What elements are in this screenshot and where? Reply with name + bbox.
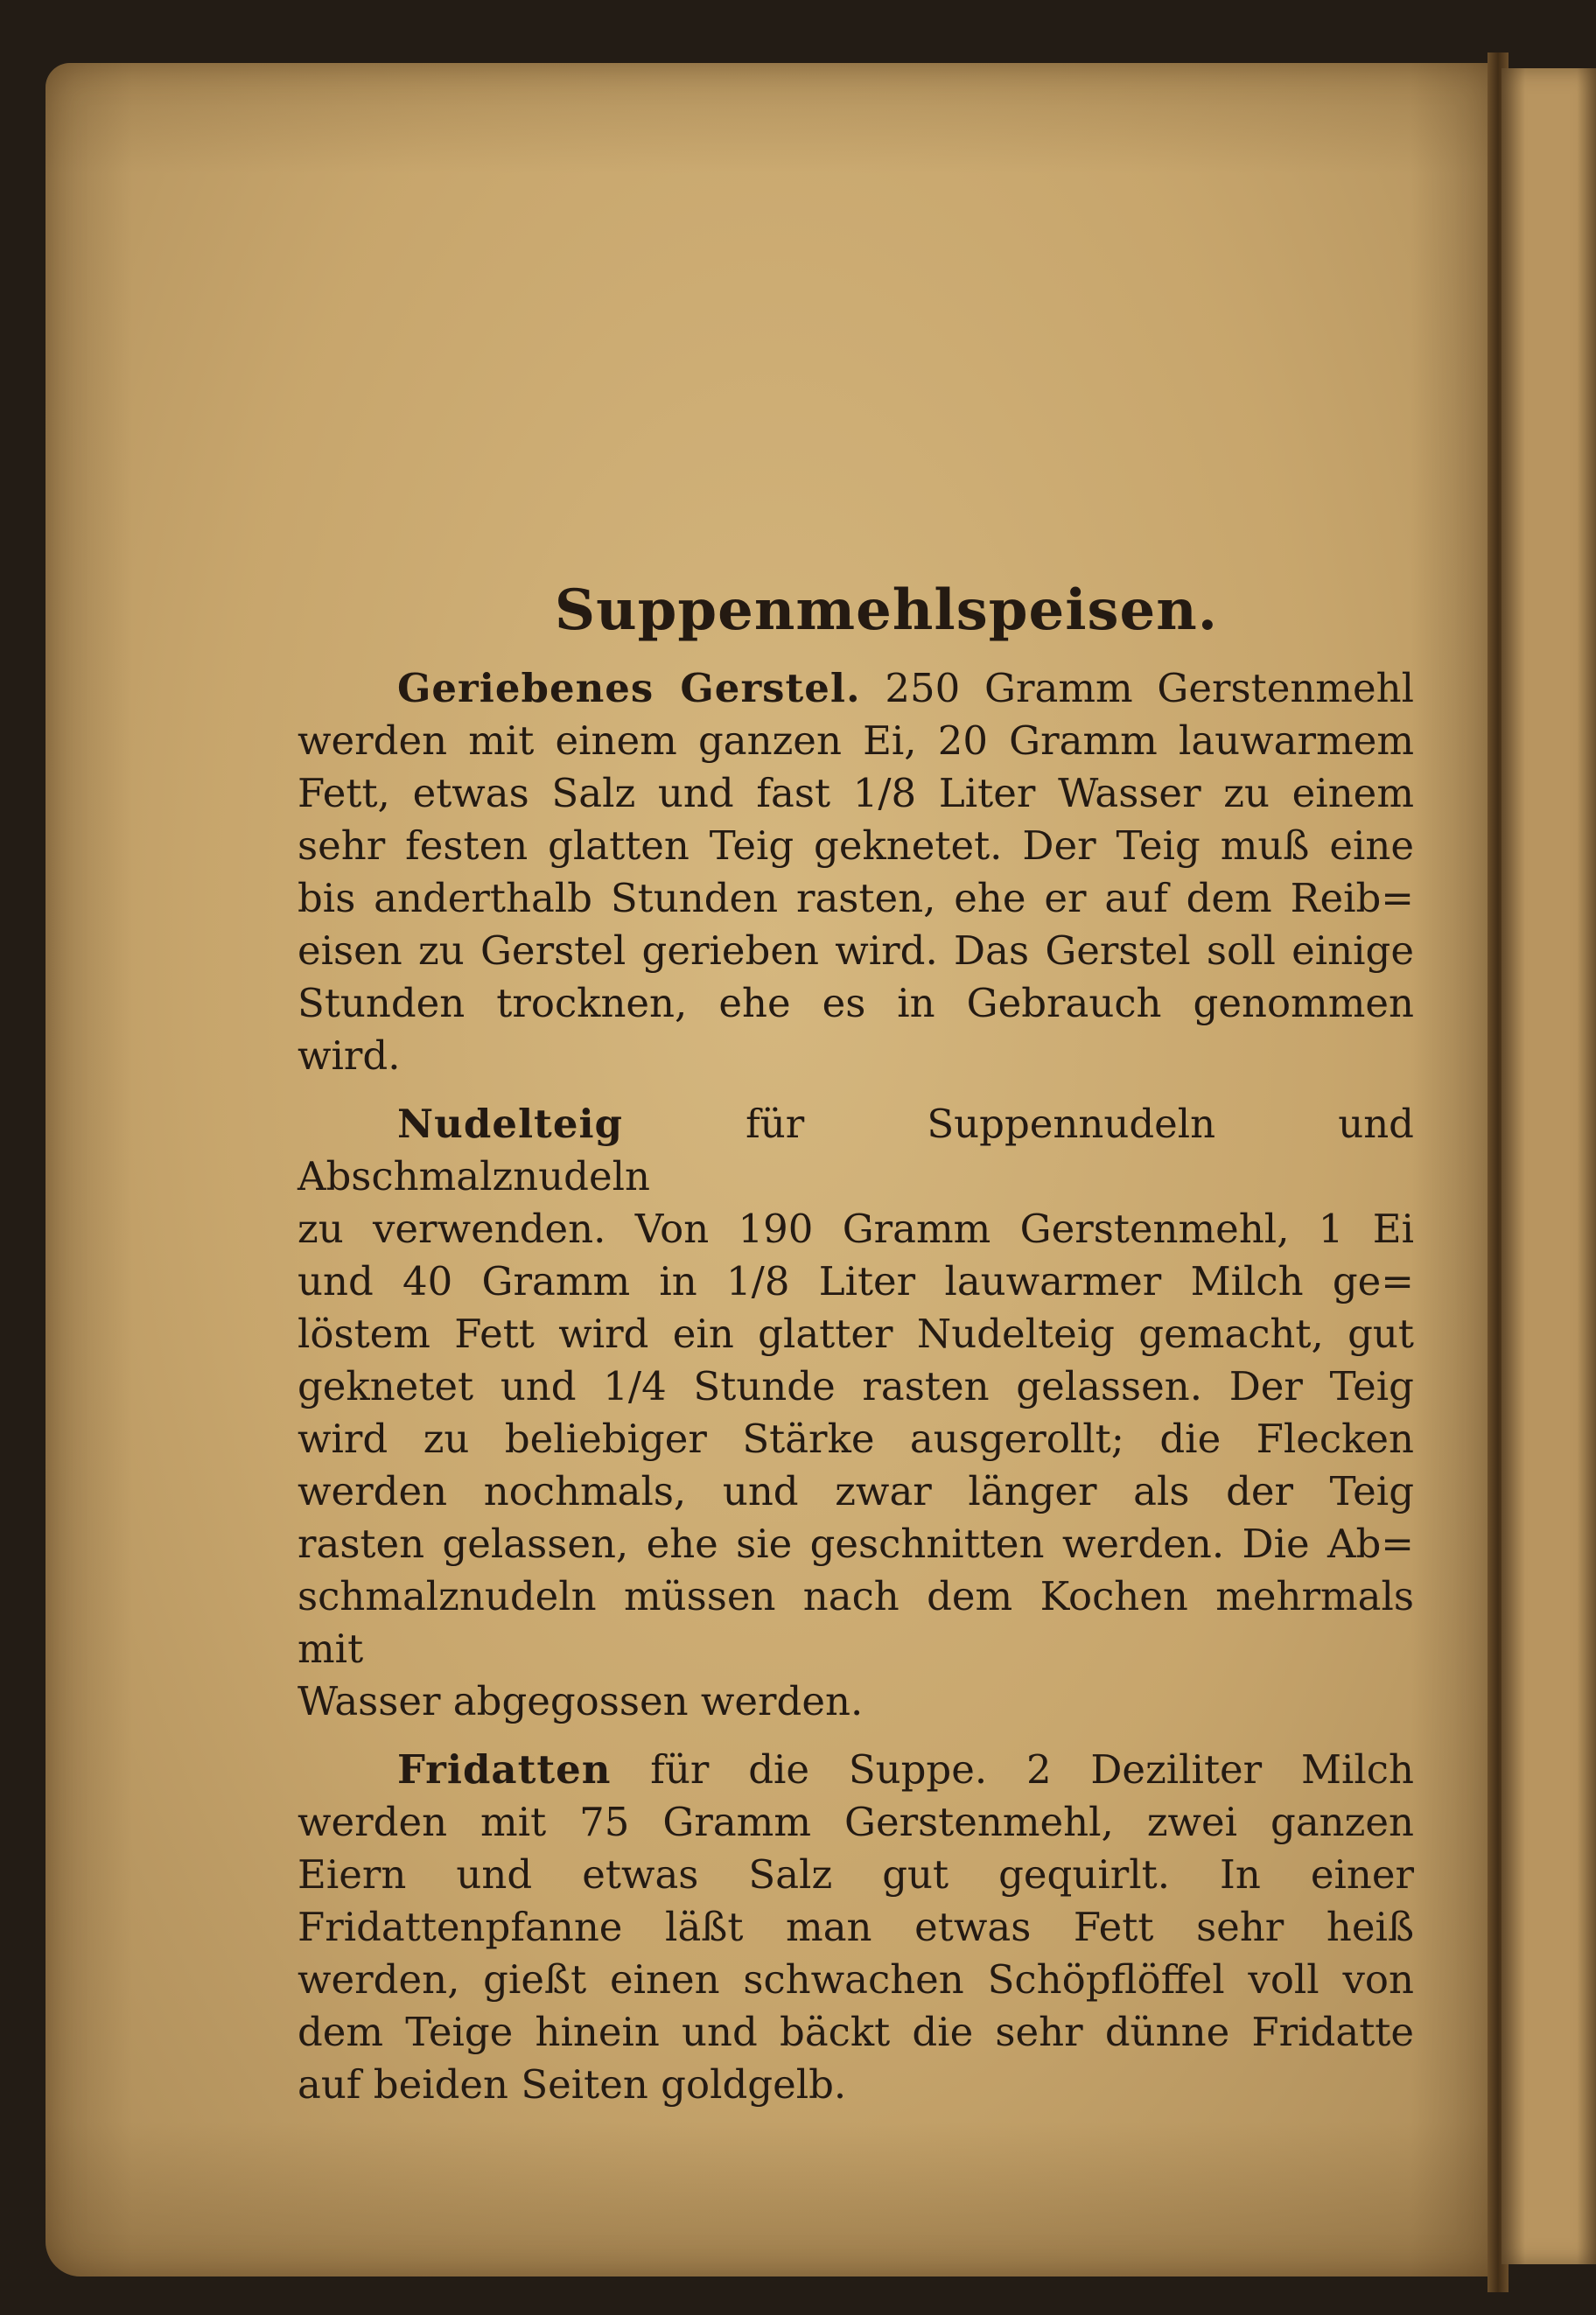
recipe-text-line: rasten gelassen, ehe sie geschnitten werden. Die Ab=	[298, 1521, 1414, 1567]
recipe-text-line: für die Suppe. 2 Deziliter Milch	[650, 1746, 1414, 1793]
recipe-text-line: löstem Fett wird ein glatter Nudelteig gemacht, gut	[298, 1311, 1414, 1357]
recipe-text-line: werden mit 75 Gramm Gerstenmehl, zwei ganzen	[298, 1799, 1414, 1845]
recipe-text-line: und 40 Gramm in 1/8 Liter lauwarmer Milch ge=	[298, 1258, 1414, 1304]
recipe-text-line: Fridattenpfanne läßt man etwas Fett sehr heiß	[298, 1904, 1414, 1950]
recipe-nudelteig	[298, 1098, 1414, 1728]
recipe-text-line: dem Teige hinein und bäckt die sehr dünne Fridatte	[298, 2009, 1414, 2055]
recipe-text-line: eisen zu Gerstel gerieben wird. Das Gerstel soll einige	[298, 927, 1414, 974]
recipe-text-line: wird zu beliebiger Stärke ausgerollt; die Flecken	[298, 1416, 1414, 1462]
recipe-text-line: Stunden trocknen, ehe es in Gebrauch genommen wird.	[298, 980, 1414, 1079]
recipe-text-line: Eiern und etwas Salz gut gequirlt. In einer	[298, 1851, 1414, 1898]
recipe-text-line: geknetet und 1/4 Stunde rasten gelassen. Der Teig	[298, 1363, 1414, 1409]
facing-page-edge	[1502, 68, 1596, 2264]
page-title: Suppenmehlspeisen.	[554, 577, 1219, 643]
recipe-name: Fridatten	[397, 1746, 612, 1793]
recipe-text-line: schmalznudeln müssen nach dem Kochen mehrmals mit	[298, 1573, 1414, 1672]
recipe-text-line: werden mit einem ganzen Ei, 20 Gramm lauwarmem	[298, 717, 1414, 764]
page-content	[298, 577, 1414, 2127]
recipe-text-line: 250 Gramm Gerstenmehl	[885, 665, 1414, 711]
recipe-text-line: Fett, etwas Salz und fast 1/8 Liter Wasser zu einem	[298, 770, 1414, 816]
recipe-text-line: für Suppennudeln und Abschmalznudeln	[298, 1101, 1414, 1199]
recipe-name: Geriebenes Gerstel.	[397, 665, 861, 711]
recipe-text-line: Wasser abgegossen werden.	[298, 1678, 864, 1724]
recipe-text-line: auf beiden Seiten goldgelb.	[298, 2061, 847, 2108]
recipe-text-line: werden, gießt einen schwachen Schöpflöffel voll von	[298, 1956, 1414, 2003]
recipe-text-line: bis anderthalb Stunden rasten, ehe er auf dem Reib=	[298, 875, 1414, 921]
recipe-text-line: werden nochmals, und zwar länger als der Teig	[298, 1468, 1414, 1514]
recipe-text-line: sehr festen glatten Teig geknetet. Der Teig muß eine	[298, 822, 1414, 869]
recipe-geriebenes-gerstel	[298, 662, 1414, 1082]
recipe-fridatten	[298, 1744, 1414, 2111]
recipe-name: Nudelteig	[397, 1101, 624, 1147]
recipe-text-line: zu verwenden. Von 190 Gramm Gerstenmehl, 1 Ei	[298, 1206, 1414, 1252]
